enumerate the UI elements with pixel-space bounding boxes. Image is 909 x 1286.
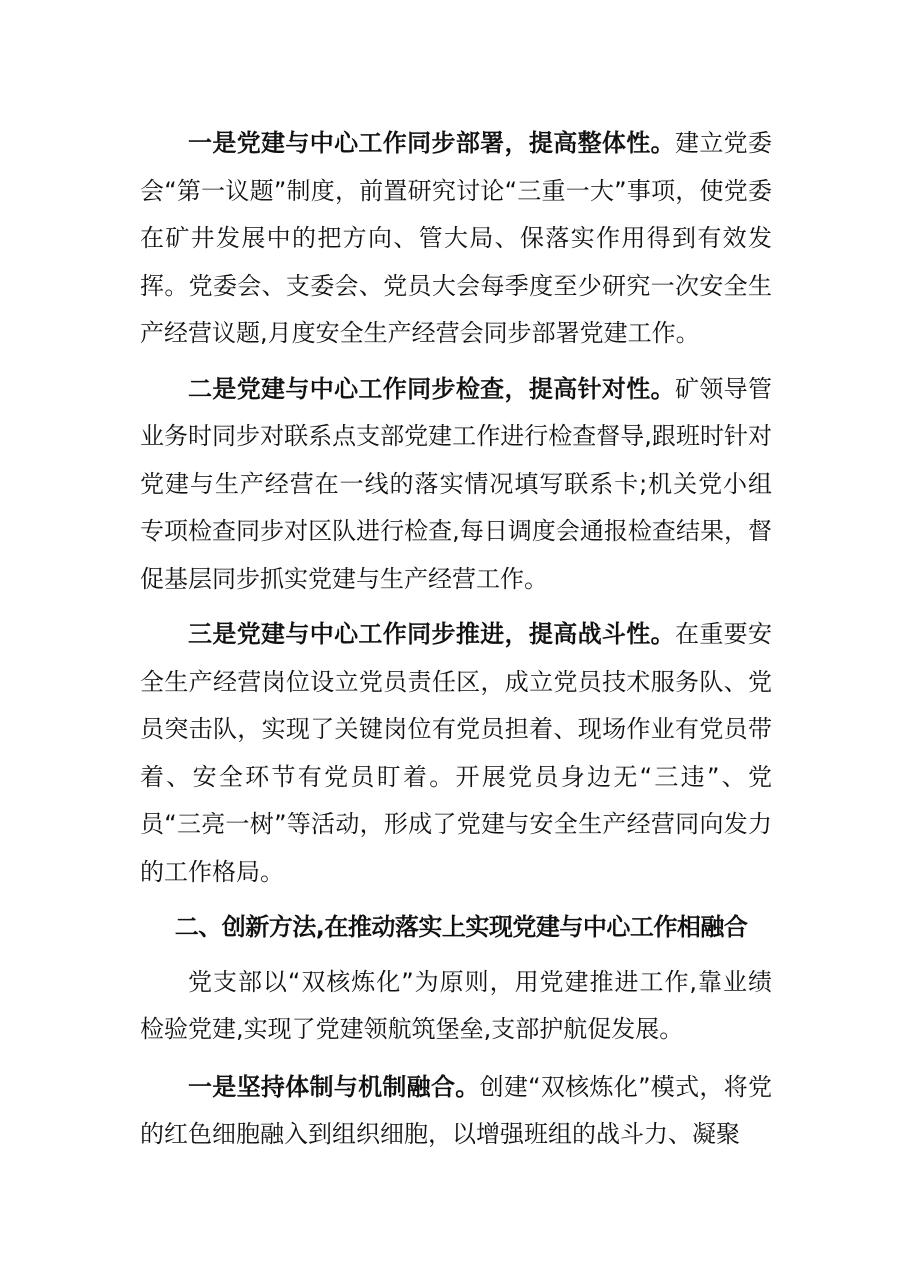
document-body	[140, 120, 772, 1159]
paragraph-lead: 一是党建与中心工作同步部署，提高整体性。	[188, 129, 675, 157]
paragraph-lead: 一是坚持体制与机制融合。	[188, 1072, 480, 1101]
paragraph-lead: 三是党建与中心工作同步推进，提高战斗性。	[188, 620, 675, 648]
section-heading: 二、创新方法,在推动落实上实现党建与中心工作相融合	[174, 913, 748, 941]
paragraph-inspection	[140, 366, 772, 604]
paragraph-lead: 二是党建与中心工作同步检查，提高针对性。	[188, 374, 675, 403]
paragraph-advancement	[140, 611, 772, 896]
paragraph-text: 创建“双核炼化”模式，将党的红色细胞融入到组织细胞，以增强班组的战斗力、凝聚	[140, 1072, 772, 1148]
paragraph-deployment	[140, 120, 772, 358]
paragraph-intro: 党支部以“双核炼化”为原则，用党建推进工作,靠业绩检验党建,实现了党建领航筑堡垒,支部护航促发展。	[140, 967, 772, 1043]
paragraph-integration	[140, 1064, 772, 1159]
paragraph-text: 建立党委会“第一议题”制度，前置研究讨论“三重一大”事项，使党委在矿井发展中的把方向、管大局、保落实作用得到有效发挥。党委会、支委会、党员大会每季度至少研究一次安全生产经营议题,月度安全生产经营会同步部署党建工作。	[140, 129, 773, 347]
paragraph-text: 矿领导管业务时同步对联系点支部党建工作进行检查督导,跟班时针对党建与生产经营在一线的落实情况填写联系卡;机关党小组专项检查同步对区队进行检查,每日调度会通报检查结果，督促基层同步抓实党建与生产经营工作。	[140, 374, 773, 593]
paragraph-text: 在重要安全生产经营岗位设立党员责任区，成立党员技术服务队、党员突击队，实现了关键岗位有党员担着、现场作业有党员带着、安全环节有党员盯着。开展党员身边无“三违”、党员“三亮一树”等活动，形成了党建与安全生产经营同向发力的工作格局。	[140, 620, 773, 886]
